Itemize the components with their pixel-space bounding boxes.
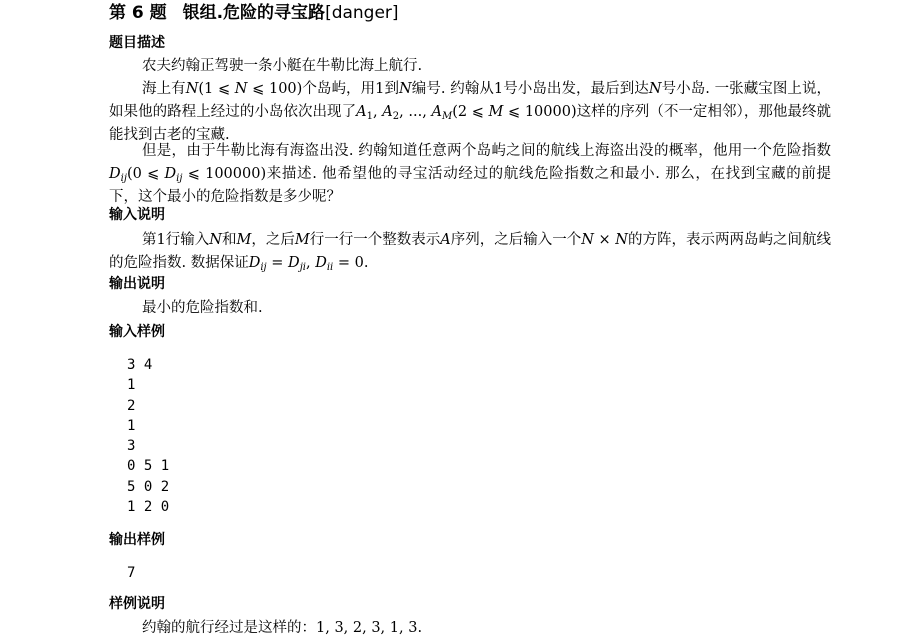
input-description: 第1行输入N和M，之后M行一行一个整数表示A序列，之后输入一个N × N的方阵，表示两两岛屿之间航线的危险指数. 数据保证$D_{ij} = D_{ji}$, $D_{ii} = 0$. (109, 232, 832, 273)
input-heading: 输入说明 (109, 207, 165, 223)
sample-input-line: 2 (127, 397, 136, 414)
sample-explanation: 约翰的航行经过是这样的：1, 3, 2, 3, 1, 3. (142, 620, 423, 636)
sample-input-heading: 输入样例 (109, 324, 165, 340)
problem-title (109, 2, 399, 24)
problem-number: 第 6 题 (109, 3, 167, 23)
output-description: 最小的危险指数和. (142, 300, 263, 316)
sample-output-block (127, 563, 135, 583)
description-paragraph-2: 海上有N(1 ⩽ N ⩽ 100)个岛屿，用1到N编号. 约翰从1号小岛出发，最后到达N号小岛. 一张藏宝图上说，如果他的路程上经过的小岛依次出现了$A_1$, $A_2$, ..., $A_M(2$ ⩽ M ⩽ 10000)这样的序列（不一定相邻），那他最终就能找到古老的宝藏. (109, 81, 832, 143)
sample-input-line: 1 (127, 377, 136, 394)
sample-input-line: 3 4 (127, 357, 153, 373)
sample-explain-heading: 样例说明 (109, 596, 165, 612)
problem-name: 银组.危险的寻宝路 (182, 3, 326, 23)
sample-input-line: 5 0 2 (127, 478, 170, 495)
sample-output-line: 7 (127, 565, 136, 581)
description-heading: 题目描述 (109, 35, 165, 51)
output-heading: 输出说明 (109, 276, 165, 292)
sample-input-line: 3 (127, 438, 136, 455)
description-paragraph-1: 农夫约翰正驾驶一条小艇在牛勒比海上航行. (142, 58, 423, 74)
problem-id: [danger] (325, 3, 399, 23)
sample-input-block (127, 355, 169, 517)
sample-output-heading: 输出样例 (109, 532, 165, 548)
sample-input-line: 0 5 1 (127, 458, 170, 475)
sample-input-line: 1 (127, 417, 136, 434)
sample-input-line: 1 2 0 (127, 499, 170, 516)
description-paragraph-3: 但是，由于牛勒比海有海盗出没. 约翰知道任意两个岛屿之间的航线上海盗出没的概率，他用一个危险指数$D_{ij}(0$ ⩽ $D_{ij}$ ⩽ 100000)来描述. 他希望他的寻宝活动经过的航线危险指数之和最小. 那么，在找到宝藏的前提下，这个最小的危险指数是多少呢？ (109, 143, 832, 205)
